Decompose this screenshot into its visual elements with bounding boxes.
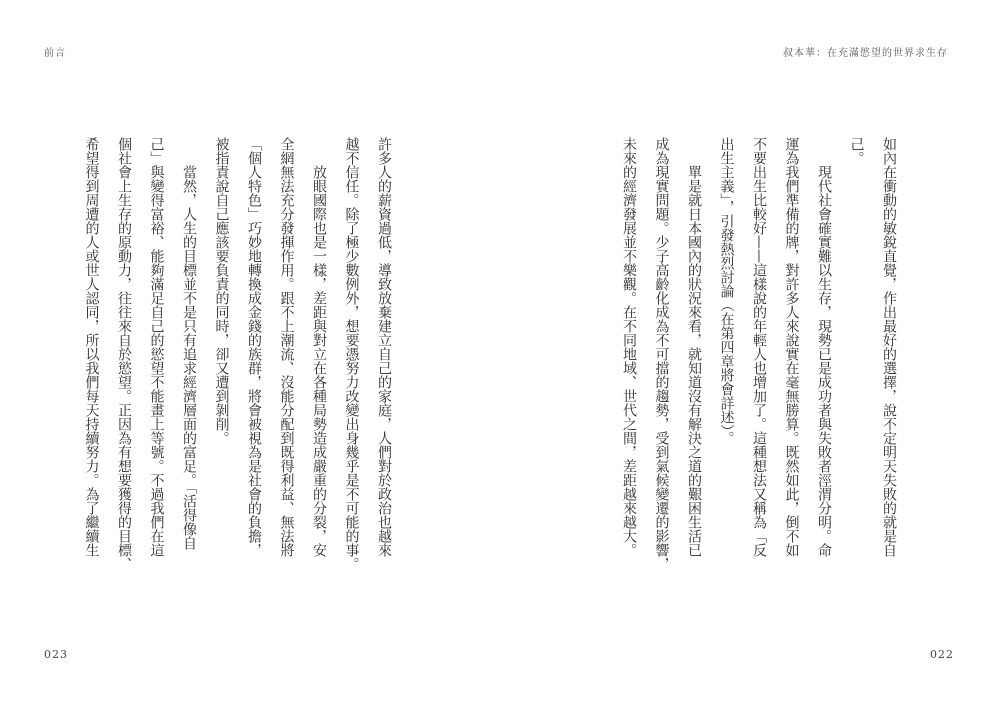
text-column: 運為我們準備的牌，對許多人來說實在毫無勝算。既然如此，倒不如 [783,137,800,557]
text-column: 希望得到周遭的人或世人認同，所以我們每天持續努力。為了繼續生 [83,137,100,557]
text-column: 許多人的薪資過低，導致放棄建立自己的家庭，人們對於政治也越來 [376,137,392,557]
text-column: 「個人特色」巧妙地轉換成金錢的族群，將會被視為是社會的負擔， [246,137,262,557]
text-column: 放眼國際也是一樣，差距與對立在各種局勢造成嚴重的分裂，安 [311,165,327,557]
text-column: 成為現實問題。少子高齡化成為不可擋的趨勢，受到氣候變遷的影響， [653,137,670,571]
left-page-body-text [75,137,400,571]
text-column: 出生主義」，引發熱烈討論（在第四章將會詳述）。 [718,137,735,445]
text-column: 如內在衝動的敏銳直覺，作出最好的選擇，說不定明天失敗的就是自 [881,137,897,557]
text-column: 個社會上生存的原動力，往往來自於慾望。正因為有想要獲得的目標、 [116,137,132,571]
text-column: 未來的經濟發展並不樂觀。在不同地域、世代之間，差距越來越大。 [621,137,637,557]
text-column: 己」與變得富裕、能夠滿足自己的慾望不能畫上等號。不過我們在這 [148,137,165,557]
running-header-book-title: 叔本華：在充滿慾望的世界求生存 [783,48,948,59]
page-number-left: 023 [44,648,68,661]
text-column: 現代社會確實難以生存，現勢已是成功者與失敗者涇渭分明。命 [816,165,832,557]
running-header-chapter: 前言 [44,48,66,59]
right-page-body-text [613,137,906,571]
text-column: 全網無法充分發揮作用。跟不上潮流、沒能分配到既得利益、無法將 [278,137,295,557]
text-column: 己。 [848,137,865,165]
text-column: 越不信任。除了極少數例外，想要憑努力改變出身幾乎是不可能的事。 [343,137,360,571]
text-column: 當然，人生的目標並不是只有追求經濟層面的富足。「活得像自 [181,165,197,550]
text-column: 單是就日本國內的狀況來看，就知道沒有解決之道的艱困生活已 [686,165,702,557]
page-number-right: 022 [930,648,954,661]
text-column: 被指責說自己應該要負責的同時，卻又遭到剝削。 [213,137,230,445]
text-column: 不要出生比較好——這樣說的年輕人也增加了。這種想法又稱為「反 [751,137,767,557]
